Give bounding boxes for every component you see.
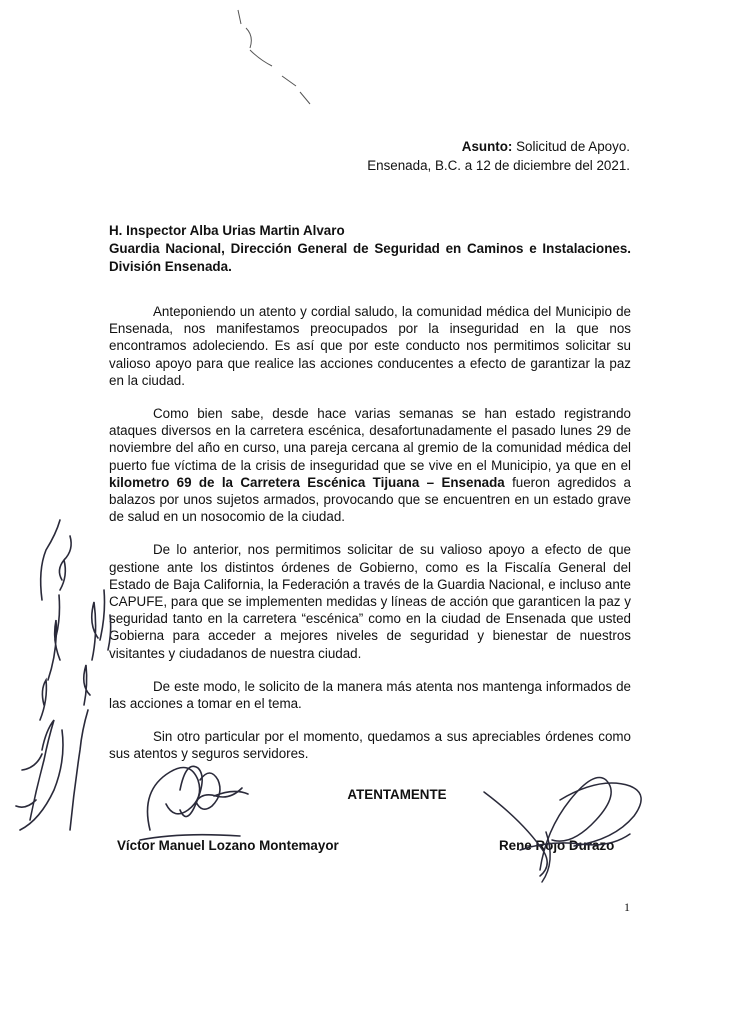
top-scribble-mark bbox=[238, 10, 310, 104]
paragraph-2-start: Como bien sabe, desde hace varias semanas se han estado registrando ataques diversos en la carretera escénica, desafortunadamente el pasado lunes 29 de noviembre del año en curso, una pareja cercana al gremio de la comunidad médica del puerto fue víctima de la crisis de inseguridad que se vive en el Municipio, ya que en el bbox=[109, 406, 631, 473]
addressee-block bbox=[109, 222, 631, 276]
addressee-name: H. Inspector Alba Urias Martin Alvaro bbox=[109, 223, 345, 238]
paragraph-1: Anteponiendo un atento y cordial saludo, la comunidad médica del Municipio de Ensenada, nos manifestamos preocupados por la inseguridad en la que nos encontramos adoleciendo. Es así que por este conducto nos permitimos solicitar su valioso apoyo para que realice las acciones conducentes a efecto de garantizar la paz en la ciudad. bbox=[109, 304, 631, 388]
closing-word: ATENTAMENTE bbox=[347, 787, 447, 802]
page-number: 1 bbox=[624, 900, 630, 914]
signer-right-name: Rene Rojo Durazo bbox=[499, 838, 615, 853]
place-date: Ensenada, B.C. a 12 de diciembre del 2021. bbox=[367, 158, 630, 173]
subject-block bbox=[367, 137, 630, 175]
paragraph-2-highlight: kilometro 69 de la Carretera Escénica Tijuana – Ensenada bbox=[109, 474, 505, 490]
paragraph-5: Sin otro particular por el momento, quedamos a sus apreciables órdenes como sus atentos y seguros servidores. bbox=[109, 729, 631, 762]
paragraph-4: De este modo, le solicito de la manera más atenta nos mantenga informados de las acciones a tomar en el tema. bbox=[109, 678, 631, 712]
subject-label: Asunto: bbox=[461, 139, 513, 154]
paragraph-3: De lo anterior, nos permitimos solicitar de su valioso apoyo a efecto de que gestione ante los distintos órdenes de Gobierno, como es la Fiscalía General del Estado de Baja California, la Federación a través de la Guardia Nacional, e incluso ante CAPUFE, para que se implementen medidas y líneas de acción que garanticen la paz y seguridad tanto en la carretera “escénica” como en la ciudad de Ensenada que usted Gobierna para acceder a mejores niveles de seguridad y bienestar de nuestros visitantes y ciudadanos de nuestra ciudad. bbox=[109, 542, 631, 661]
addressee-org: Guardia Nacional, Dirección General de Seguridad en Caminos e Instalaciones. División Ensenada. bbox=[109, 241, 631, 274]
receipt-handwritten-note bbox=[16, 520, 111, 830]
subject-line bbox=[367, 137, 630, 156]
signer-left-name: Víctor Manuel Lozano Montemayor bbox=[117, 838, 339, 853]
letter-body bbox=[109, 303, 631, 779]
subject-text: Solicitud de Apoyo. bbox=[516, 139, 630, 154]
paragraph-2-end: fueron agredidos a balazos por unos sujetos armados, provocando que se encuentren en un estado grave de salud en un nosocomio de la ciudad. bbox=[109, 474, 631, 525]
paragraph-2 bbox=[109, 405, 631, 525]
